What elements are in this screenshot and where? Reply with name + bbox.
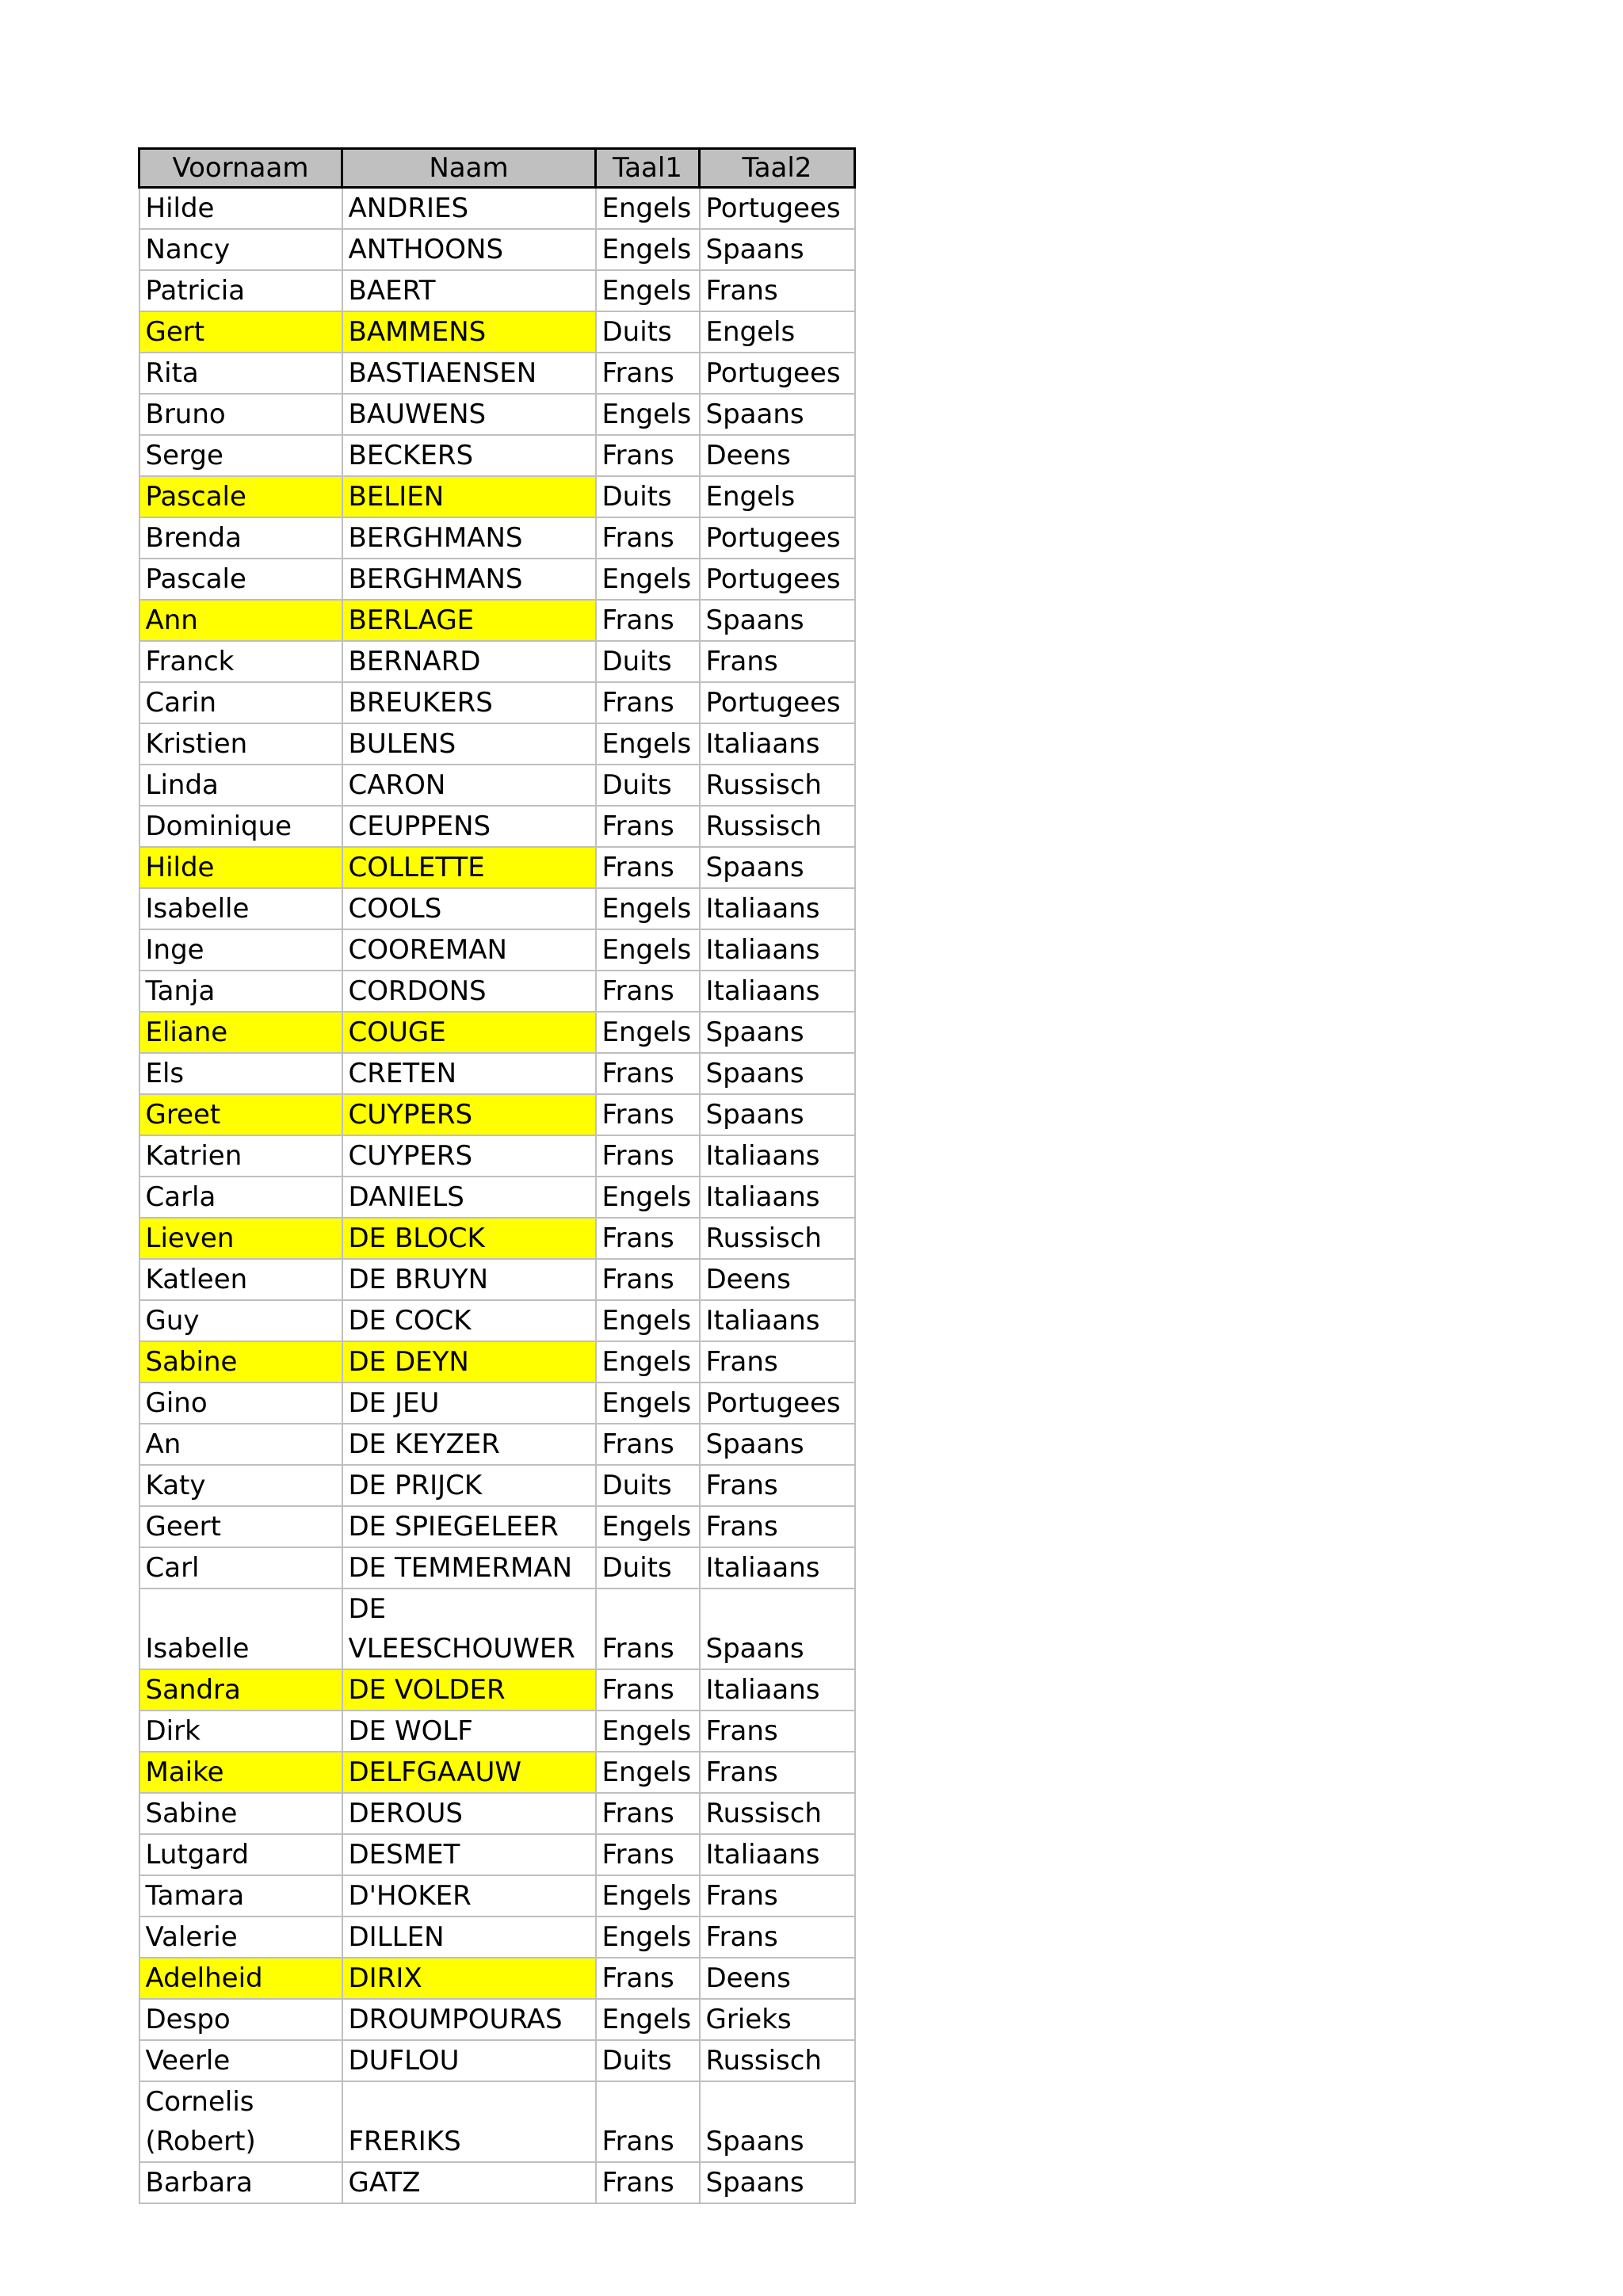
cell-naam: BREUKERS	[342, 682, 596, 723]
cell-taal1: Frans	[596, 971, 700, 1012]
table-row	[139, 1917, 855, 1958]
table-row	[139, 1135, 855, 1177]
cell-taal2: Italiaans	[700, 723, 855, 765]
cell-taal1: Frans	[596, 1259, 700, 1300]
table-row	[139, 517, 855, 559]
cell-naam: BERGHMANS	[342, 559, 596, 600]
cell-naam: DE VLEESCHOUWER	[342, 1589, 596, 1669]
table-row	[139, 1834, 855, 1875]
cell-voornaam: Maike	[139, 1752, 342, 1793]
table-row	[139, 600, 855, 641]
cell-naam: ANTHOONS	[342, 229, 596, 270]
cell-taal2: Deens	[700, 1958, 855, 1999]
table-row	[139, 1300, 855, 1341]
cell-taal1: Engels	[596, 270, 700, 311]
table-row	[139, 1094, 855, 1135]
cell-taal2: Spaans	[700, 1424, 855, 1465]
table-row	[139, 2040, 855, 2081]
cell-taal1: Duits	[596, 1547, 700, 1589]
cell-taal1: Engels	[596, 1917, 700, 1958]
cell-taal1: Engels	[596, 188, 700, 230]
cell-voornaam: Sandra	[139, 1669, 342, 1711]
table-row	[139, 971, 855, 1012]
cell-taal1: Engels	[596, 229, 700, 270]
cell-taal1: Engels	[596, 1300, 700, 1341]
cell-taal1: Duits	[596, 2040, 700, 2081]
table-row	[139, 1958, 855, 1999]
cell-taal1: Engels	[596, 1875, 700, 1917]
cell-voornaam: Geert	[139, 1506, 342, 1547]
cell-naam: DESMET	[342, 1834, 596, 1875]
cell-taal1: Engels	[596, 1383, 700, 1424]
cell-voornaam: Dominique	[139, 806, 342, 847]
cell-naam: BELIEN	[342, 476, 596, 517]
cell-taal1: Frans	[596, 1669, 700, 1711]
cell-naam: BECKERS	[342, 435, 596, 476]
cell-taal2: Russisch	[700, 1218, 855, 1259]
cell-naam: COLLETTE	[342, 847, 596, 888]
table-row	[139, 641, 855, 682]
cell-taal1: Frans	[596, 847, 700, 888]
table-row	[139, 1424, 855, 1465]
cell-taal2: Russisch	[700, 1793, 855, 1834]
table-row	[139, 847, 855, 888]
cell-taal2: Frans	[700, 1465, 855, 1506]
table-row	[139, 229, 855, 270]
cell-taal2: Spaans	[700, 847, 855, 888]
cell-naam: BAUWENS	[342, 394, 596, 435]
table-row	[139, 1711, 855, 1752]
cell-taal2: Italiaans	[700, 1135, 855, 1177]
cell-taal2: Frans	[700, 1875, 855, 1917]
name-language-table	[138, 147, 856, 2204]
cell-voornaam: Brenda	[139, 517, 342, 559]
cell-voornaam: Veerle	[139, 2040, 342, 2081]
cell-taal2: Portugees	[700, 517, 855, 559]
cell-taal2: Portugees	[700, 1383, 855, 1424]
cell-taal1: Duits	[596, 1465, 700, 1506]
cell-taal1: Frans	[596, 353, 700, 394]
cell-taal2: Italiaans	[700, 1300, 855, 1341]
cell-taal2: Spaans	[700, 1012, 855, 1053]
cell-taal1: Engels	[596, 1999, 700, 2040]
header-voornaam: Voornaam	[139, 149, 342, 188]
table-row	[139, 1383, 855, 1424]
cell-naam: GATZ	[342, 2162, 596, 2203]
cell-voornaam: Valerie	[139, 1917, 342, 1958]
cell-naam: BULENS	[342, 723, 596, 765]
cell-voornaam: Pascale	[139, 476, 342, 517]
cell-voornaam: Bruno	[139, 394, 342, 435]
cell-naam: CUYPERS	[342, 1094, 596, 1135]
cell-taal1: Frans	[596, 1053, 700, 1094]
cell-naam: DIRIX	[342, 1958, 596, 1999]
cell-voornaam: Nancy	[139, 229, 342, 270]
table-row	[139, 682, 855, 723]
cell-voornaam: Gert	[139, 311, 342, 353]
cell-taal2: Deens	[700, 435, 855, 476]
cell-voornaam: Katrien	[139, 1135, 342, 1177]
cell-naam: CRETEN	[342, 1053, 596, 1094]
cell-naam: DE BLOCK	[342, 1218, 596, 1259]
table-row	[139, 1218, 855, 1259]
cell-taal1: Duits	[596, 765, 700, 806]
cell-taal2: Italiaans	[700, 1669, 855, 1711]
cell-voornaam: Linda	[139, 765, 342, 806]
cell-voornaam: Franck	[139, 641, 342, 682]
cell-voornaam: Isabelle	[139, 1589, 342, 1669]
cell-voornaam: Carin	[139, 682, 342, 723]
cell-taal1: Duits	[596, 476, 700, 517]
cell-taal2: Portugees	[700, 559, 855, 600]
cell-voornaam: Inge	[139, 929, 342, 971]
cell-taal2: Portugees	[700, 188, 855, 230]
cell-voornaam: Patricia	[139, 270, 342, 311]
cell-voornaam: Cornelis (Robert)	[139, 2081, 342, 2162]
table-row	[139, 1341, 855, 1383]
cell-naam: DILLEN	[342, 1917, 596, 1958]
cell-taal1: Frans	[596, 2162, 700, 2203]
cell-voornaam: Carl	[139, 1547, 342, 1589]
cell-naam: DE VOLDER	[342, 1669, 596, 1711]
cell-taal2: Italiaans	[700, 1547, 855, 1589]
cell-taal1: Engels	[596, 888, 700, 929]
header-taal2: Taal2	[700, 149, 855, 188]
cell-voornaam: Adelheid	[139, 1958, 342, 1999]
cell-voornaam: Sabine	[139, 1341, 342, 1383]
cell-naam: CARON	[342, 765, 596, 806]
cell-taal1: Engels	[596, 1177, 700, 1218]
cell-taal2: Spaans	[700, 1053, 855, 1094]
cell-taal2: Engels	[700, 311, 855, 353]
cell-naam: DELFGAAUW	[342, 1752, 596, 1793]
header-naam: Naam	[342, 149, 596, 188]
table-row	[139, 476, 855, 517]
cell-taal1: Engels	[596, 1752, 700, 1793]
cell-voornaam: Hilde	[139, 188, 342, 230]
table-row	[139, 1012, 855, 1053]
table-row	[139, 353, 855, 394]
cell-voornaam: Pascale	[139, 559, 342, 600]
cell-taal1: Engels	[596, 723, 700, 765]
cell-naam: DE TEMMERMAN	[342, 1547, 596, 1589]
cell-taal2: Russisch	[700, 2040, 855, 2081]
cell-taal2: Italiaans	[700, 1177, 855, 1218]
table-row	[139, 1547, 855, 1589]
cell-taal1: Frans	[596, 682, 700, 723]
cell-naam: COUGE	[342, 1012, 596, 1053]
cell-taal1: Engels	[596, 1012, 700, 1053]
cell-voornaam: Isabelle	[139, 888, 342, 929]
cell-voornaam: Tanja	[139, 971, 342, 1012]
cell-taal2: Portugees	[700, 682, 855, 723]
table-row	[139, 559, 855, 600]
cell-taal1: Frans	[596, 1094, 700, 1135]
cell-naam: DANIELS	[342, 1177, 596, 1218]
table-row	[139, 1875, 855, 1917]
cell-taal2: Frans	[700, 1752, 855, 1793]
table-row	[139, 888, 855, 929]
cell-taal1: Frans	[596, 1958, 700, 1999]
cell-taal1: Engels	[596, 1711, 700, 1752]
cell-voornaam: Eliane	[139, 1012, 342, 1053]
cell-naam: BAMMENS	[342, 311, 596, 353]
table-row	[139, 1669, 855, 1711]
cell-taal1: Frans	[596, 1424, 700, 1465]
table-row	[139, 1259, 855, 1300]
cell-taal1: Frans	[596, 1589, 700, 1669]
cell-naam: COOREMAN	[342, 929, 596, 971]
cell-voornaam: Ann	[139, 600, 342, 641]
cell-taal1: Frans	[596, 600, 700, 641]
cell-naam: DE COCK	[342, 1300, 596, 1341]
cell-naam: DE WOLF	[342, 1711, 596, 1752]
cell-naam: DE BRUYN	[342, 1259, 596, 1300]
table-row	[139, 1506, 855, 1547]
cell-taal2: Grieks	[700, 1999, 855, 2040]
cell-taal1: Frans	[596, 435, 700, 476]
cell-taal2: Italiaans	[700, 1834, 855, 1875]
cell-taal2: Spaans	[700, 229, 855, 270]
cell-taal2: Russisch	[700, 765, 855, 806]
cell-voornaam: Serge	[139, 435, 342, 476]
table-row	[139, 765, 855, 806]
table-row	[139, 1053, 855, 1094]
cell-naam: D'HOKER	[342, 1875, 596, 1917]
cell-voornaam: An	[139, 1424, 342, 1465]
cell-taal1: Engels	[596, 394, 700, 435]
cell-naam: BASTIAENSEN	[342, 353, 596, 394]
table-row	[139, 1752, 855, 1793]
cell-naam: CEUPPENS	[342, 806, 596, 847]
table-row	[139, 1177, 855, 1218]
cell-voornaam: Barbara	[139, 2162, 342, 2203]
table-row	[139, 806, 855, 847]
table-row	[139, 435, 855, 476]
table-row	[139, 2162, 855, 2203]
table-row	[139, 394, 855, 435]
cell-naam: BERNARD	[342, 641, 596, 682]
cell-naam: BAERT	[342, 270, 596, 311]
table-row	[139, 2081, 855, 2162]
cell-naam: DE DEYN	[342, 1341, 596, 1383]
cell-taal1: Engels	[596, 1506, 700, 1547]
cell-taal1: Duits	[596, 311, 700, 353]
cell-naam: DROUMPOURAS	[342, 1999, 596, 2040]
cell-naam: ANDRIES	[342, 188, 596, 230]
cell-voornaam: Dirk	[139, 1711, 342, 1752]
cell-naam: DE PRIJCK	[342, 1465, 596, 1506]
table-row	[139, 311, 855, 353]
header-taal1: Taal1	[596, 149, 700, 188]
cell-taal1: Frans	[596, 517, 700, 559]
cell-taal2: Italiaans	[700, 929, 855, 971]
cell-taal2: Spaans	[700, 2162, 855, 2203]
cell-taal2: Spaans	[700, 600, 855, 641]
cell-taal2: Deens	[700, 1259, 855, 1300]
cell-taal2: Frans	[700, 1341, 855, 1383]
cell-voornaam: Despo	[139, 1999, 342, 2040]
cell-naam: FRERIKS	[342, 2081, 596, 2162]
cell-naam: DEROUS	[342, 1793, 596, 1834]
cell-taal1: Frans	[596, 1135, 700, 1177]
cell-taal1: Engels	[596, 929, 700, 971]
cell-voornaam: Carla	[139, 1177, 342, 1218]
cell-voornaam: Rita	[139, 353, 342, 394]
cell-taal2: Italiaans	[700, 971, 855, 1012]
cell-voornaam: Katleen	[139, 1259, 342, 1300]
table-row	[139, 188, 855, 230]
cell-voornaam: Tamara	[139, 1875, 342, 1917]
cell-voornaam: Els	[139, 1053, 342, 1094]
cell-taal2: Engels	[700, 476, 855, 517]
table-body	[139, 188, 855, 2204]
cell-taal1: Frans	[596, 1834, 700, 1875]
cell-taal2: Russisch	[700, 806, 855, 847]
cell-voornaam: Sabine	[139, 1793, 342, 1834]
cell-taal2: Frans	[700, 1506, 855, 1547]
cell-naam: CUYPERS	[342, 1135, 596, 1177]
table-row	[139, 929, 855, 971]
cell-naam: DUFLOU	[342, 2040, 596, 2081]
cell-taal2: Spaans	[700, 1589, 855, 1669]
cell-naam: DE JEU	[342, 1383, 596, 1424]
cell-voornaam: Gino	[139, 1383, 342, 1424]
cell-naam: CORDONS	[342, 971, 596, 1012]
cell-taal1: Frans	[596, 1793, 700, 1834]
table-row	[139, 270, 855, 311]
table-row	[139, 1793, 855, 1834]
cell-taal2: Frans	[700, 641, 855, 682]
cell-voornaam: Lieven	[139, 1218, 342, 1259]
cell-taal1: Engels	[596, 1341, 700, 1383]
cell-taal2: Frans	[700, 1917, 855, 1958]
cell-taal1: Frans	[596, 2081, 700, 2162]
table-row	[139, 1465, 855, 1506]
cell-taal1: Duits	[596, 641, 700, 682]
cell-voornaam: Lutgard	[139, 1834, 342, 1875]
table-row	[139, 1999, 855, 2040]
cell-naam: DE KEYZER	[342, 1424, 596, 1465]
cell-taal2: Spaans	[700, 2081, 855, 2162]
cell-naam: DE SPIEGELEER	[342, 1506, 596, 1547]
cell-voornaam: Kristien	[139, 723, 342, 765]
cell-taal2: Portugees	[700, 353, 855, 394]
cell-voornaam: Hilde	[139, 847, 342, 888]
cell-taal2: Spaans	[700, 1094, 855, 1135]
cell-naam: BERGHMANS	[342, 517, 596, 559]
cell-taal1: Frans	[596, 1218, 700, 1259]
cell-naam: BERLAGE	[342, 600, 596, 641]
cell-naam: COOLS	[342, 888, 596, 929]
cell-taal2: Frans	[700, 1711, 855, 1752]
cell-taal1: Engels	[596, 559, 700, 600]
table-row	[139, 1589, 855, 1669]
table-row	[139, 723, 855, 765]
cell-voornaam: Guy	[139, 1300, 342, 1341]
cell-voornaam: Katy	[139, 1465, 342, 1506]
cell-taal2: Frans	[700, 270, 855, 311]
header-row	[139, 149, 855, 188]
cell-taal1: Frans	[596, 806, 700, 847]
cell-voornaam: Greet	[139, 1094, 342, 1135]
cell-taal2: Italiaans	[700, 888, 855, 929]
cell-taal2: Spaans	[700, 394, 855, 435]
